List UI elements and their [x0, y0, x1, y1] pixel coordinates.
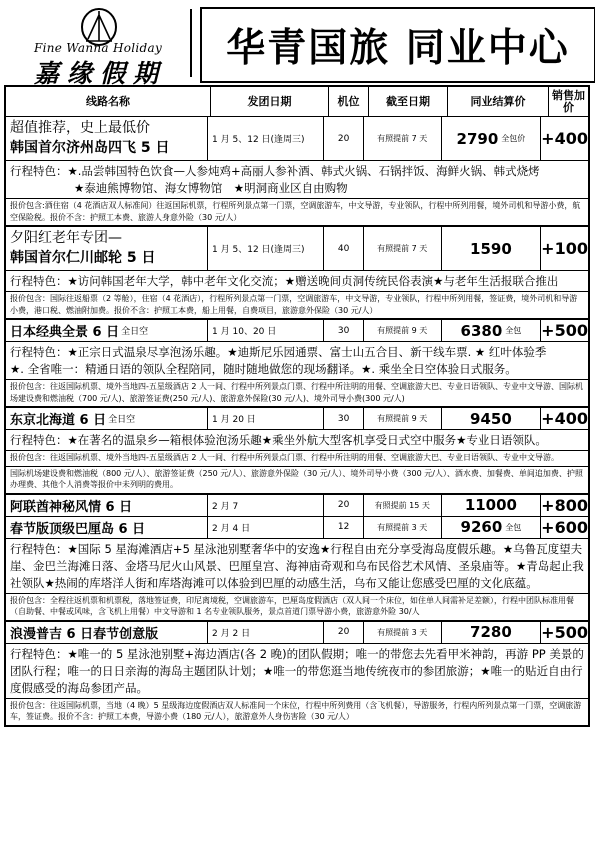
feature-line: 行程特色：★正宗日式温泉尽享泡汤乐趣。★迪斯尼乐园通票、富士山五合目、新干线车票. ★ 红叶体验季 — [10, 345, 547, 359]
markup: +400 — [541, 409, 588, 428]
seats: 30 — [324, 408, 363, 429]
package-text: 报价包含:酒住宿（4 花酒店双人标准间）往返国际机票，行程所列景点第一门票，空调旅游车，中文导游，专业领队，行程中所列用餐，境外司机和导游小费，航空保险税。报价不含：护照工本费、旅游人身意外险（30 元/人） — [10, 201, 581, 222]
feature-line: ★泰迪熊博物馆、海女博物馆 ★明洞商业区自由购物 — [74, 181, 348, 195]
page-title: 华青国旅 同业中心 — [200, 7, 595, 83]
departure-date: 1 月 5、12 日(逢周三) — [208, 117, 324, 160]
route-subtitle: 夕阳红老年专团— — [10, 230, 122, 246]
col-header-markup: 销售加价 — [552, 88, 585, 114]
price-cell — [442, 227, 542, 270]
markup: +800 — [541, 495, 588, 515]
price-cell — [442, 622, 542, 643]
deadline: 有照提前 7 天 — [364, 117, 442, 160]
col-header-price: 同业结算价 — [448, 87, 549, 116]
price-note: 全包 — [505, 326, 522, 335]
deadline: 有照提前 7 天 — [364, 227, 442, 270]
header — [4, 3, 592, 88]
seats: 12 — [324, 517, 363, 538]
feature-line: 行程特色：★国际 5 星海滩酒店+5 星泳池别墅奢华中的安逸★行程自由充分享受海岛度假乐趣。★乌鲁瓦度望夫崖、金巴兰海滩日落、金塔马尼火山风景、巴厘皇宫、海神庙奇观和乌布民俗艺术风情、圣泉庙等。★青岛起止我社领队★热闹的库塔洋人街和库塔海滩可以体验到巴厘的动感生活，乌布又能让您感受巴厘的文化底蕴。 — [10, 541, 584, 590]
package-text: 报价包含：往返国际机票、境外当地四-五星级酒店 2 人一间、行程中所列景点门票、行程中所注明的用餐、空调旅游大巴、专业日语领队、专业中文导游。 — [10, 453, 560, 462]
package-block — [6, 199, 588, 227]
table-row — [6, 227, 588, 271]
route-name: 日本经典全景 6 日 — [10, 325, 120, 340]
features-block — [6, 342, 588, 380]
route-name: 春节版顶级巴厘岛 6 日 — [10, 521, 146, 537]
price: 2790 — [456, 129, 499, 148]
seats: 20 — [324, 117, 363, 160]
package-block — [6, 451, 588, 467]
col-header-seats: 机位 — [329, 87, 369, 116]
price-note: 全包 — [505, 522, 522, 532]
deadline: 有照提前 3 天 — [364, 517, 442, 538]
departure-date: 1 月 10、20 日 — [208, 320, 324, 341]
header-divider — [190, 9, 192, 77]
seats: 30 — [324, 320, 363, 341]
route-name: 浪漫普吉 6 日春节创意版 — [10, 626, 159, 642]
departure-date: 2 月 2 日 — [208, 622, 324, 643]
price-cell — [442, 320, 542, 341]
package-block — [6, 467, 588, 495]
table-row — [6, 320, 588, 342]
deadline: 有照提前 9 天 — [364, 408, 442, 429]
markup: +500 — [541, 321, 588, 340]
package-block — [6, 292, 588, 320]
seats: 40 — [324, 227, 363, 270]
logo-english-text: Fine Wanna Holiday — [33, 41, 163, 55]
deadline: 有照提前 9 天 — [364, 320, 442, 341]
route-subtitle: 超值推荐，史上最低价 — [10, 120, 150, 136]
departure-date: 1 月 5、12 日(逢周三) — [208, 227, 324, 270]
feature-line: 行程特色：★.品尝韩国特色饮食—人参炖鸡+高丽人参补酒、韩式火锅、石锅拌饭、海鲜火锅、韩式烧烤 — [10, 164, 540, 178]
features-block — [6, 539, 588, 594]
deadline: 有照提前 3 天 — [364, 622, 442, 643]
seats: 20 — [324, 622, 363, 643]
price: 1590 — [470, 239, 512, 258]
company-logo — [10, 7, 186, 88]
feature-line: 行程特色：★唯一的 5 星泳池别墅+海边酒店(各 2 晚)的团队假期；唯一的带您去先看甲米神韵，再游 PP 美景的团队行程；唯一的日日亲海的海岛主题团队计划；★唯一的带您逛当地传统夜市的参团旅游；★唯一的贴近自由行度假感受的海岛参团产品。 — [10, 646, 584, 695]
col-header-departure: 发团日期 — [211, 87, 329, 116]
route-name-cell — [6, 408, 208, 429]
airline: 全日空 — [108, 415, 136, 425]
departure-date: 2 月 4 日 — [208, 517, 324, 538]
features-block — [6, 271, 588, 292]
feature-line: ★. 全省唯一：精通日语的领队全程陪同，随时随地做您的现场翻译。★. 乘坐全日空体验日式服务。 — [10, 362, 517, 376]
route-name-cell — [6, 320, 208, 341]
route-name-cell — [6, 517, 208, 538]
package-block — [6, 380, 588, 408]
price-note: 全包价 — [501, 134, 526, 143]
table-header-row — [6, 87, 588, 117]
deadline: 有照提前 15 天 — [364, 495, 442, 516]
seats: 20 — [324, 495, 363, 516]
route-name-cell — [6, 622, 208, 643]
price-cell — [442, 517, 542, 538]
package-text: 报价包含：全程往返机票和机票税，落地签证费，印尼离境税，空调旅游车，巴厘岛度假酒店（双人间一个床位，如住单人间需补足差额），行程中团队标准用餐（自助餐、中餐或风味，含飞机上用餐）中文导游和 1 名专业领队服务，景点首道门票导游小费，旅游意外险 30/人 — [10, 595, 574, 616]
table-row — [6, 622, 588, 644]
package-text: 国际机场建设费和燃油税（800 元/人）、旅游签证费（250 元/人）、旅游意外保险（30 元/人）、境外司导小费（300 元/人）、酒水费、加餐费、单间追加费、护照办理费、其他个人消费等报价中未列明的费用。 — [10, 468, 583, 489]
departure-date: 1 月 20 日 — [208, 408, 324, 429]
features-block — [6, 430, 588, 451]
route-name: 阿联酋神秘风情 6 日 — [10, 499, 133, 515]
route-name: 韩国首尔济州岛四飞 5 日 — [10, 140, 170, 156]
price-cell — [442, 408, 542, 429]
package-text: 报价包含：往返国际机票、境外当地四-五星级酒店 2 人一间、行程中所列景点门票、行程中所注明的用餐、空调旅游大巴、专业日语领队、专业中文导游、国际机场建设费和燃油税（700 元/人)、旅游签证费(250 元/人)、旅游意外保险(30 元/人)、境外司导小费(300 元/人) — [10, 382, 584, 403]
package-text: 报价包含：国际往返船票（2 等舱），住宿（4 花酒店），行程所列景点第一门票，空调旅游车，中文导游，专业领队，行程中所列用餐，签证费，境外司机和导游小费，港口税、燃油附加费。报价不含：护照工本费，船上用餐，自费项目，旅游意外保险（30 元/人） — [10, 294, 578, 315]
departure-date: 2 月 7 — [208, 495, 324, 516]
route-name: 韩国首尔仁川邮轮 5 日 — [10, 250, 156, 266]
table-row — [6, 408, 588, 430]
markup: +100 — [541, 239, 588, 258]
features-block — [6, 161, 588, 199]
package-block — [6, 699, 588, 725]
route-name: 东京北海道 6 日 — [10, 413, 107, 428]
col-header-route: 线路名称 — [6, 87, 211, 116]
price-cell — [442, 495, 542, 516]
price: 7280 — [470, 623, 512, 641]
package-block — [6, 594, 588, 622]
airline: 全日空 — [121, 327, 149, 337]
feature-line: 行程特色：★访问韩国老年大学，韩中老年文化交流；★赠送晚间贞洞传统民俗表演★与老年生活报联合推出 — [10, 274, 559, 288]
table-row — [6, 495, 588, 517]
route-name-cell — [6, 495, 208, 516]
route-name-cell — [6, 227, 208, 270]
route-name-cell — [6, 117, 208, 160]
price-cell — [442, 117, 542, 160]
table-row — [6, 517, 588, 539]
markup: +500 — [541, 622, 588, 642]
product-table — [4, 85, 590, 727]
logo-chinese-text: 嘉缘假期 — [33, 59, 166, 88]
package-text: 报价包含：往返国际机票，当地（4 晚）5 星级海边度假酒店双人标准间一个床位，行程中所列费用（含飞机餐），导游服务，行程内所列景点第一门票，空调旅游车，签证费。报价不含：护照工本费，导游小费（180 元/人），旅游意外人身伤害险（30 元/人） — [10, 700, 582, 721]
table-row — [6, 117, 588, 161]
features-block — [6, 644, 588, 699]
col-header-deadline: 截至日期 — [369, 87, 448, 116]
markup: +600 — [541, 517, 588, 537]
markup: +400 — [541, 129, 588, 148]
price: 9450 — [470, 409, 512, 428]
price: 11000 — [464, 496, 517, 514]
feature-line: 行程特色：★在著名的温泉乡—箱根体验泡汤乐趣★乘坐外航大型客机享受日式空中服务★专业日语领队。 — [10, 433, 547, 447]
price: 9260 — [460, 518, 503, 536]
price: 6380 — [460, 321, 503, 340]
